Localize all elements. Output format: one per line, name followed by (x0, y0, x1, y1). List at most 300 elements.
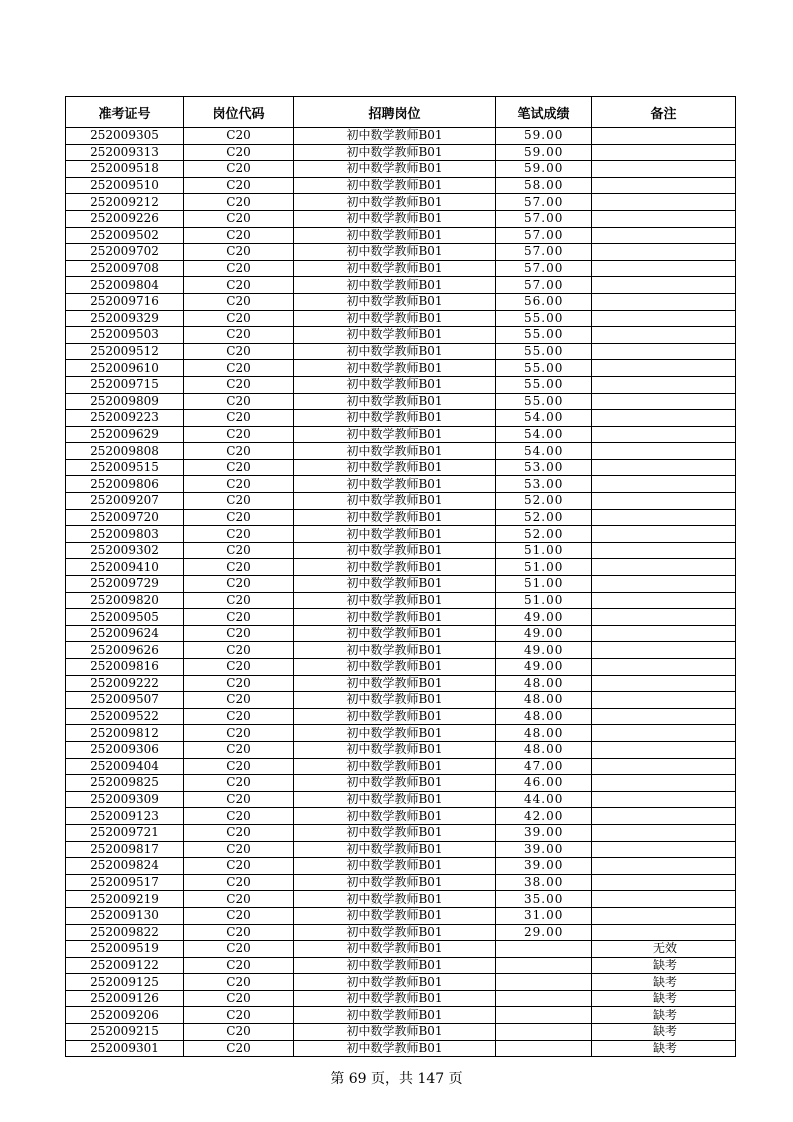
score-cell: 55.00 (496, 376, 592, 393)
note-cell (592, 260, 736, 277)
note-cell (592, 443, 736, 460)
position-code-cell: C20 (184, 526, 294, 543)
position-cell: 初中数学教师B01 (294, 310, 496, 327)
note-cell (592, 360, 736, 377)
score-cell: 35.00 (496, 891, 592, 908)
table-row (66, 459, 736, 476)
score-cell: 56.00 (496, 293, 592, 310)
score-cell: 39.00 (496, 858, 592, 875)
score-cell: 52.00 (496, 493, 592, 510)
score-cell: 51.00 (496, 592, 592, 609)
note-cell: 无效 (592, 941, 736, 958)
table-row (66, 476, 736, 493)
note-cell: 缺考 (592, 1040, 736, 1057)
score-cell (496, 1040, 592, 1057)
table-row (66, 858, 736, 875)
exam-id-cell: 252009123 (66, 808, 184, 825)
position-cell: 初中数学教师B01 (294, 426, 496, 443)
position-code-cell: C20 (184, 941, 294, 958)
position-code-cell: C20 (184, 542, 294, 559)
table-row (66, 708, 736, 725)
score-cell: 53.00 (496, 476, 592, 493)
position-cell: 初中数学教师B01 (294, 410, 496, 427)
position-cell: 初中数学教师B01 (294, 559, 496, 576)
table-row (66, 625, 736, 642)
position-code-cell: C20 (184, 1040, 294, 1057)
exam-id-cell: 252009702 (66, 244, 184, 261)
exam-id-cell: 252009629 (66, 426, 184, 443)
score-cell (496, 941, 592, 958)
note-cell (592, 144, 736, 161)
position-cell: 初中数学教师B01 (294, 227, 496, 244)
table-row (66, 924, 736, 941)
position-code-cell: C20 (184, 293, 294, 310)
position-cell: 初中数学教师B01 (294, 210, 496, 227)
exam-id-cell: 252009510 (66, 177, 184, 194)
score-cell: 39.00 (496, 841, 592, 858)
position-code-cell: C20 (184, 791, 294, 808)
position-code-cell: C20 (184, 891, 294, 908)
score-cell: 58.00 (496, 177, 592, 194)
position-code-cell: C20 (184, 858, 294, 875)
header-score: 笔试成绩 (496, 97, 592, 128)
note-cell (592, 874, 736, 891)
score-cell (496, 974, 592, 991)
score-cell: 51.00 (496, 559, 592, 576)
table-row (66, 874, 736, 891)
position-code-cell: C20 (184, 393, 294, 410)
position-cell: 初中数学教师B01 (294, 659, 496, 676)
table-row (66, 542, 736, 559)
position-code-cell: C20 (184, 907, 294, 924)
note-cell (592, 642, 736, 659)
exam-id-cell: 252009518 (66, 161, 184, 178)
position-cell: 初中数学教师B01 (294, 974, 496, 991)
note-cell: 缺考 (592, 1007, 736, 1024)
note-cell (592, 725, 736, 742)
table-row (66, 1024, 736, 1041)
table-row (66, 526, 736, 543)
position-code-cell: C20 (184, 194, 294, 211)
position-code-cell: C20 (184, 609, 294, 626)
exam-id-cell: 252009806 (66, 476, 184, 493)
position-code-cell: C20 (184, 360, 294, 377)
table-row (66, 1040, 736, 1057)
note-cell (592, 459, 736, 476)
table-row (66, 227, 736, 244)
position-cell: 初中数学教师B01 (294, 493, 496, 510)
position-code-cell: C20 (184, 310, 294, 327)
position-cell: 初中数学教师B01 (294, 609, 496, 626)
position-cell: 初中数学教师B01 (294, 327, 496, 344)
position-code-cell: C20 (184, 426, 294, 443)
note-cell (592, 244, 736, 261)
position-cell: 初中数学教师B01 (294, 177, 496, 194)
score-cell: 55.00 (496, 343, 592, 360)
score-cell: 57.00 (496, 277, 592, 294)
page-number-footer: 第 69 页，共 147 页 (330, 1071, 463, 1087)
note-cell (592, 775, 736, 792)
table-row (66, 210, 736, 227)
note-cell: 缺考 (592, 990, 736, 1007)
table-row (66, 177, 736, 194)
position-code-cell: C20 (184, 459, 294, 476)
table-row (66, 692, 736, 709)
exam-id-cell: 252009503 (66, 327, 184, 344)
position-code-cell: C20 (184, 990, 294, 1007)
position-code-cell: C20 (184, 443, 294, 460)
position-code-cell: C20 (184, 775, 294, 792)
table-row (66, 244, 736, 261)
note-cell (592, 791, 736, 808)
position-code-cell: C20 (184, 708, 294, 725)
note-cell (592, 161, 736, 178)
position-cell: 初中数学教师B01 (294, 260, 496, 277)
position-cell: 初中数学教师B01 (294, 244, 496, 261)
position-cell: 初中数学教师B01 (294, 841, 496, 858)
exam-id-cell: 252009507 (66, 692, 184, 709)
table-body (66, 128, 736, 1057)
exam-id-cell: 252009215 (66, 1024, 184, 1041)
score-cell: 44.00 (496, 791, 592, 808)
note-cell (592, 526, 736, 543)
exam-id-cell: 252009502 (66, 227, 184, 244)
exam-id-cell: 252009517 (66, 874, 184, 891)
position-code-cell: C20 (184, 924, 294, 941)
exam-id-cell: 252009522 (66, 708, 184, 725)
position-code-cell: C20 (184, 559, 294, 576)
table-row (66, 808, 736, 825)
exam-id-cell: 252009720 (66, 509, 184, 526)
score-cell: 48.00 (496, 741, 592, 758)
table-row (66, 907, 736, 924)
exam-id-cell: 252009825 (66, 775, 184, 792)
exam-id-cell: 252009122 (66, 957, 184, 974)
score-cell: 38.00 (496, 874, 592, 891)
exam-id-cell: 252009519 (66, 941, 184, 958)
position-code-cell: C20 (184, 692, 294, 709)
table-row (66, 376, 736, 393)
position-cell: 初中数学教师B01 (294, 542, 496, 559)
note-cell (592, 824, 736, 841)
note-cell (592, 808, 736, 825)
exam-id-cell: 252009708 (66, 260, 184, 277)
table-row (66, 675, 736, 692)
score-cell: 55.00 (496, 393, 592, 410)
position-cell: 初中数学教师B01 (294, 376, 496, 393)
table-row (66, 990, 736, 1007)
note-cell (592, 858, 736, 875)
exam-id-cell: 252009212 (66, 194, 184, 211)
note-cell (592, 426, 736, 443)
position-code-cell: C20 (184, 177, 294, 194)
table-row (66, 161, 736, 178)
position-code-cell: C20 (184, 874, 294, 891)
exam-id-cell: 252009729 (66, 576, 184, 593)
position-code-cell: C20 (184, 227, 294, 244)
note-cell (592, 376, 736, 393)
position-code-cell: C20 (184, 725, 294, 742)
position-cell: 初中数学教师B01 (294, 459, 496, 476)
position-code-cell: C20 (184, 1007, 294, 1024)
exam-id-cell: 252009404 (66, 758, 184, 775)
table-row (66, 360, 736, 377)
score-cell: 49.00 (496, 642, 592, 659)
table-row (66, 310, 736, 327)
exam-id-cell: 252009721 (66, 824, 184, 841)
table-header-row (66, 97, 736, 128)
note-cell (592, 924, 736, 941)
exam-id-cell: 252009512 (66, 343, 184, 360)
table-row (66, 128, 736, 145)
table-row (66, 277, 736, 294)
table-row (66, 443, 736, 460)
note-cell (592, 343, 736, 360)
exam-id-cell: 252009803 (66, 526, 184, 543)
note-cell (592, 128, 736, 145)
note-cell (592, 293, 736, 310)
score-cell (496, 957, 592, 974)
position-code-cell: C20 (184, 974, 294, 991)
position-cell: 初中数学教师B01 (294, 708, 496, 725)
position-cell: 初中数学教师B01 (294, 1007, 496, 1024)
note-cell (592, 625, 736, 642)
position-code-cell: C20 (184, 277, 294, 294)
score-cell: 57.00 (496, 244, 592, 261)
score-cell: 52.00 (496, 509, 592, 526)
note-cell (592, 708, 736, 725)
note-cell (592, 907, 736, 924)
table-row (66, 343, 736, 360)
position-cell: 初中数学教师B01 (294, 277, 496, 294)
note-cell (592, 741, 736, 758)
position-code-cell: C20 (184, 1024, 294, 1041)
note-cell (592, 194, 736, 211)
header-exam-id: 准考证号 (66, 97, 184, 128)
exam-id-cell: 252009808 (66, 443, 184, 460)
table-row (66, 957, 736, 974)
exam-id-cell: 252009301 (66, 1040, 184, 1057)
exam-id-cell: 252009624 (66, 625, 184, 642)
position-code-cell: C20 (184, 675, 294, 692)
score-cell: 31.00 (496, 907, 592, 924)
position-cell: 初中数学教师B01 (294, 891, 496, 908)
exam-id-cell: 252009816 (66, 659, 184, 676)
note-cell (592, 493, 736, 510)
position-cell: 初中数学教师B01 (294, 642, 496, 659)
table-row (66, 559, 736, 576)
position-cell: 初中数学教师B01 (294, 509, 496, 526)
score-cell: 57.00 (496, 210, 592, 227)
position-cell: 初中数学教师B01 (294, 592, 496, 609)
score-cell: 55.00 (496, 327, 592, 344)
note-cell (592, 559, 736, 576)
position-code-cell: C20 (184, 592, 294, 609)
exam-id-cell: 252009716 (66, 293, 184, 310)
position-cell: 初中数学教师B01 (294, 194, 496, 211)
score-cell (496, 1024, 592, 1041)
score-cell: 54.00 (496, 426, 592, 443)
table-row (66, 144, 736, 161)
exam-id-cell: 252009610 (66, 360, 184, 377)
exam-id-cell: 252009804 (66, 277, 184, 294)
note-cell (592, 393, 736, 410)
table-row (66, 410, 736, 427)
position-code-cell: C20 (184, 576, 294, 593)
position-cell: 初中数学教师B01 (294, 941, 496, 958)
score-cell: 29.00 (496, 924, 592, 941)
position-code-cell: C20 (184, 343, 294, 360)
table-row (66, 891, 736, 908)
score-cell: 59.00 (496, 144, 592, 161)
note-cell: 缺考 (592, 1024, 736, 1041)
exam-id-cell: 252009715 (66, 376, 184, 393)
exam-id-cell: 252009515 (66, 459, 184, 476)
note-cell (592, 659, 736, 676)
position-code-cell: C20 (184, 841, 294, 858)
position-code-cell: C20 (184, 476, 294, 493)
exam-id-cell: 252009809 (66, 393, 184, 410)
score-cell: 55.00 (496, 310, 592, 327)
exam-id-cell: 252009126 (66, 990, 184, 1007)
score-cell: 48.00 (496, 725, 592, 742)
position-cell: 初中数学教师B01 (294, 1040, 496, 1057)
position-cell: 初中数学教师B01 (294, 692, 496, 709)
position-cell: 初中数学教师B01 (294, 907, 496, 924)
table-row (66, 509, 736, 526)
exam-id-cell: 252009309 (66, 791, 184, 808)
note-cell (592, 310, 736, 327)
position-code-cell: C20 (184, 808, 294, 825)
position-cell: 初中数学教师B01 (294, 360, 496, 377)
score-cell: 48.00 (496, 708, 592, 725)
note-cell: 缺考 (592, 957, 736, 974)
table-row (66, 741, 736, 758)
table-row (66, 260, 736, 277)
position-cell: 初中数学教师B01 (294, 675, 496, 692)
position-code-cell: C20 (184, 957, 294, 974)
position-cell: 初中数学教师B01 (294, 393, 496, 410)
position-cell: 初中数学教师B01 (294, 161, 496, 178)
table-row (66, 293, 736, 310)
table-row (66, 974, 736, 991)
table-row (66, 841, 736, 858)
exam-id-cell: 252009306 (66, 741, 184, 758)
exam-id-cell: 252009302 (66, 542, 184, 559)
exam-id-cell: 252009206 (66, 1007, 184, 1024)
position-cell: 初中数学教师B01 (294, 144, 496, 161)
exam-id-cell: 252009207 (66, 493, 184, 510)
position-code-cell: C20 (184, 210, 294, 227)
note-cell (592, 675, 736, 692)
position-cell: 初中数学教师B01 (294, 343, 496, 360)
position-code-cell: C20 (184, 128, 294, 145)
position-cell: 初中数学教师B01 (294, 858, 496, 875)
position-code-cell: C20 (184, 161, 294, 178)
table-row (66, 576, 736, 593)
exam-id-cell: 252009226 (66, 210, 184, 227)
position-cell: 初中数学教师B01 (294, 526, 496, 543)
score-cell: 54.00 (496, 443, 592, 460)
exam-id-cell: 252009125 (66, 974, 184, 991)
position-cell: 初中数学教师B01 (294, 791, 496, 808)
note-cell (592, 277, 736, 294)
score-cell: 52.00 (496, 526, 592, 543)
position-cell: 初中数学教师B01 (294, 476, 496, 493)
score-cell: 39.00 (496, 824, 592, 841)
position-cell: 初中数学教师B01 (294, 957, 496, 974)
note-cell (592, 327, 736, 344)
note-cell: 缺考 (592, 974, 736, 991)
position-cell: 初中数学教师B01 (294, 625, 496, 642)
note-cell (592, 609, 736, 626)
position-code-cell: C20 (184, 376, 294, 393)
note-cell (592, 410, 736, 427)
score-cell: 48.00 (496, 692, 592, 709)
score-cell: 42.00 (496, 808, 592, 825)
exam-id-cell: 252009313 (66, 144, 184, 161)
table-row (66, 941, 736, 958)
score-cell (496, 1007, 592, 1024)
note-cell (592, 509, 736, 526)
score-cell: 59.00 (496, 161, 592, 178)
header-position: 招聘岗位 (294, 97, 496, 128)
score-cell: 54.00 (496, 410, 592, 427)
note-cell (592, 177, 736, 194)
score-cell: 57.00 (496, 227, 592, 244)
position-code-cell: C20 (184, 625, 294, 642)
score-cell (496, 990, 592, 1007)
position-cell: 初中数学教师B01 (294, 443, 496, 460)
note-cell (592, 576, 736, 593)
score-cell: 46.00 (496, 775, 592, 792)
exam-id-cell: 252009824 (66, 858, 184, 875)
position-cell: 初中数学教师B01 (294, 990, 496, 1007)
exam-id-cell: 252009626 (66, 642, 184, 659)
exam-id-cell: 252009505 (66, 609, 184, 626)
score-cell: 51.00 (496, 576, 592, 593)
note-cell (592, 592, 736, 609)
note-cell (592, 758, 736, 775)
position-cell: 初中数学教师B01 (294, 758, 496, 775)
position-code-cell: C20 (184, 509, 294, 526)
position-code-cell: C20 (184, 327, 294, 344)
position-code-cell: C20 (184, 758, 294, 775)
position-cell: 初中数学教师B01 (294, 725, 496, 742)
exam-id-cell: 252009130 (66, 907, 184, 924)
note-cell (592, 841, 736, 858)
position-code-cell: C20 (184, 410, 294, 427)
position-cell: 初中数学教师B01 (294, 808, 496, 825)
score-cell: 59.00 (496, 128, 592, 145)
position-code-cell: C20 (184, 260, 294, 277)
score-cell: 47.00 (496, 758, 592, 775)
header-note: 备注 (592, 97, 736, 128)
score-cell: 57.00 (496, 194, 592, 211)
exam-id-cell: 252009329 (66, 310, 184, 327)
position-code-cell: C20 (184, 144, 294, 161)
exam-id-cell: 252009305 (66, 128, 184, 145)
position-code-cell: C20 (184, 244, 294, 261)
score-cell: 49.00 (496, 625, 592, 642)
note-cell (592, 210, 736, 227)
exam-id-cell: 252009223 (66, 410, 184, 427)
score-cell: 53.00 (496, 459, 592, 476)
position-code-cell: C20 (184, 493, 294, 510)
score-cell: 49.00 (496, 659, 592, 676)
table-row (66, 393, 736, 410)
exam-id-cell: 252009820 (66, 592, 184, 609)
